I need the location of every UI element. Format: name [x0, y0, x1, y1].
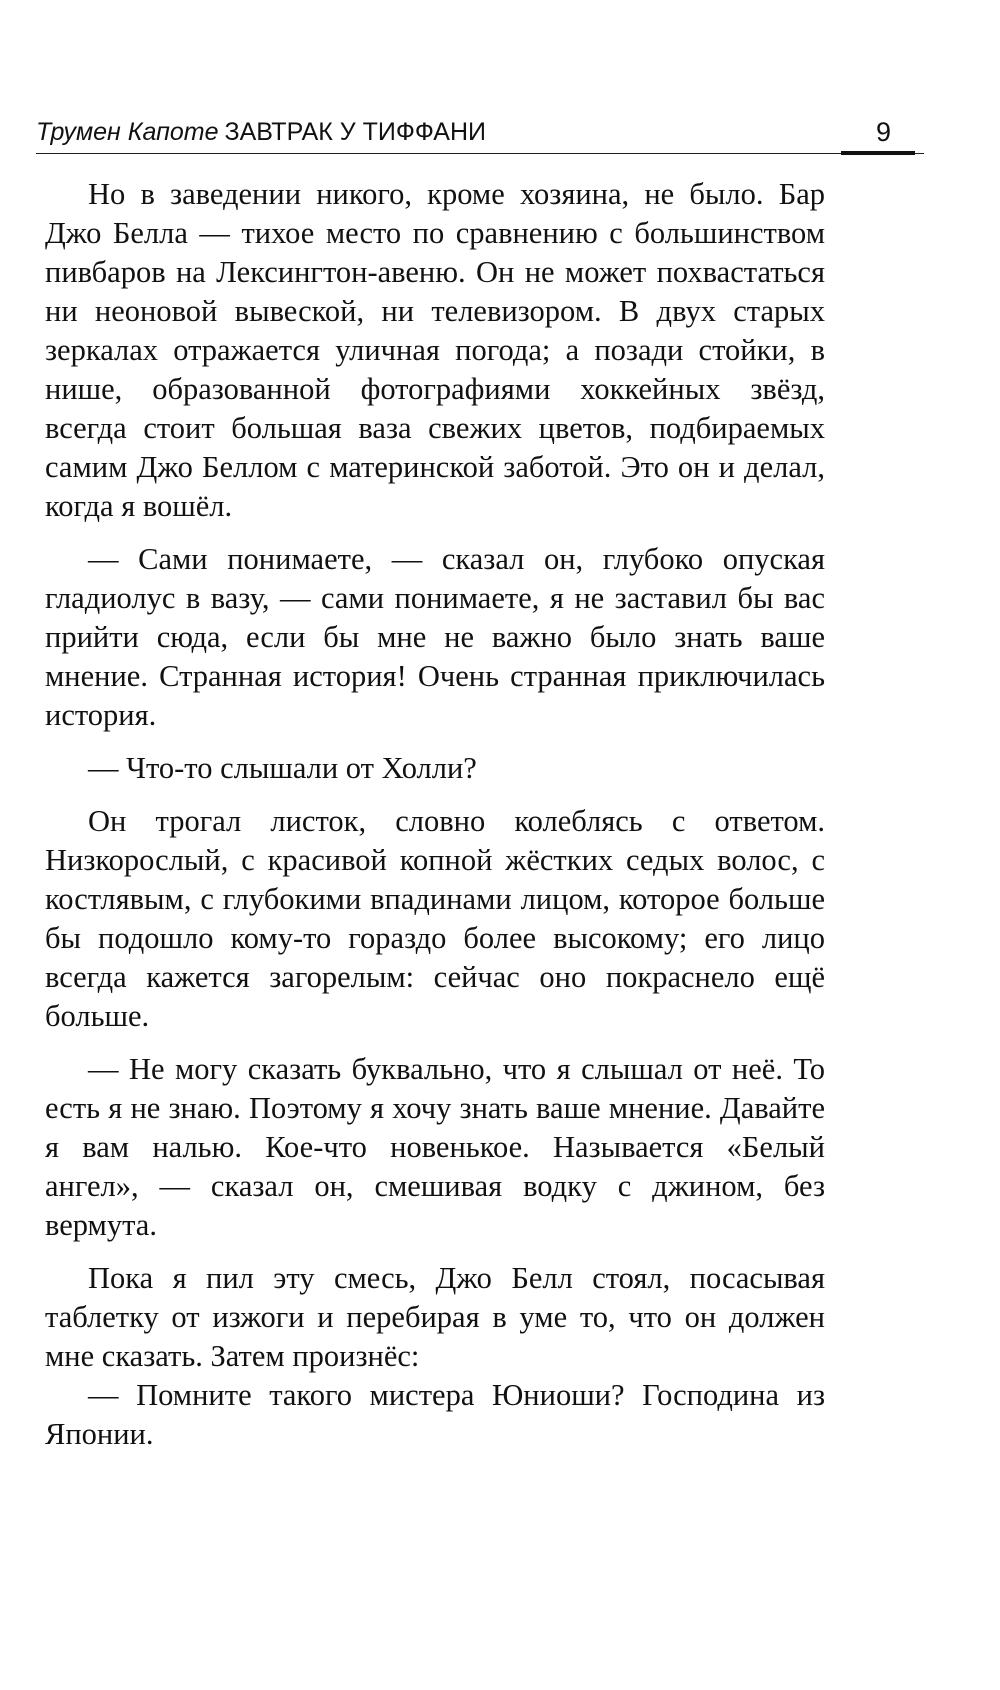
- page-number: 9: [876, 117, 892, 147]
- paragraph: Пока я пил эту смесь, Джо Белл стоял, посасывая таблетку от изжоги и перебирая в уме то, что он должен мне сказать. Затем произнёс:: [45, 1261, 825, 1373]
- paragraph: — Не могу сказать буквально, что я слышал от неё. То есть я не знаю. Поэтому я хочу знать ваше мнение. Давайте я вам налью. Кое-что новенькое. Называется «Белый ангел», — сказал он, смешивая водку с джином, без вермута.: [45, 1052, 825, 1242]
- paragraph: — Помните такого мистера Юниоши? Господина из Японии.: [45, 1378, 825, 1451]
- paragraph: Он трогал листок, словно колеблясь с ответом. Низкорослый, с красивой копной жёстких седых волос, с костлявым, с глубокими впадинами лицом, которое больше бы подошло кому-то гораздо более высокому; его лицо всегда кажется загорелым: сейчас оно покраснело ещё больше.: [45, 804, 825, 1033]
- running-head-title: ЗАВТРАК У ТИФФАНИ: [224, 118, 486, 146]
- header-rule: [36, 153, 924, 154]
- page-number-underline: [841, 151, 915, 155]
- paragraph: Но в заведении никого, кроме хозяина, не было. Бар Джо Белла — тихое место по сравнению с большинством пивбаров на Лексингтон-авеню. Он не может похвастаться ни неоновой вывеской, ни телевизором. В двух старых зеркалах отражается уличная погода; а позади стойки, в нише, образованной фотографиями хоккейных звёзд, всегда стоит большая ваза свежих цветов, подбираемых самим Джо Беллом с материнской заботой. Это он и делал, когда я вошёл.: [45, 177, 825, 523]
- running-head: [36, 112, 924, 156]
- paragraph: — Что-то слышали от Холли?: [88, 751, 477, 785]
- paragraph: — Сами понимаете, — сказал он, глубоко опуская гладиолус в вазу, — сами понимаете, я не заставил бы вас прийти сюда, если бы мне не важно было знать ваше мнение. Странная история! Очень странная приключилась история.: [45, 542, 825, 732]
- body-text: [45, 175, 825, 1468]
- running-head-text: [36, 118, 486, 147]
- running-head-author: Трумен Капоте: [36, 118, 219, 146]
